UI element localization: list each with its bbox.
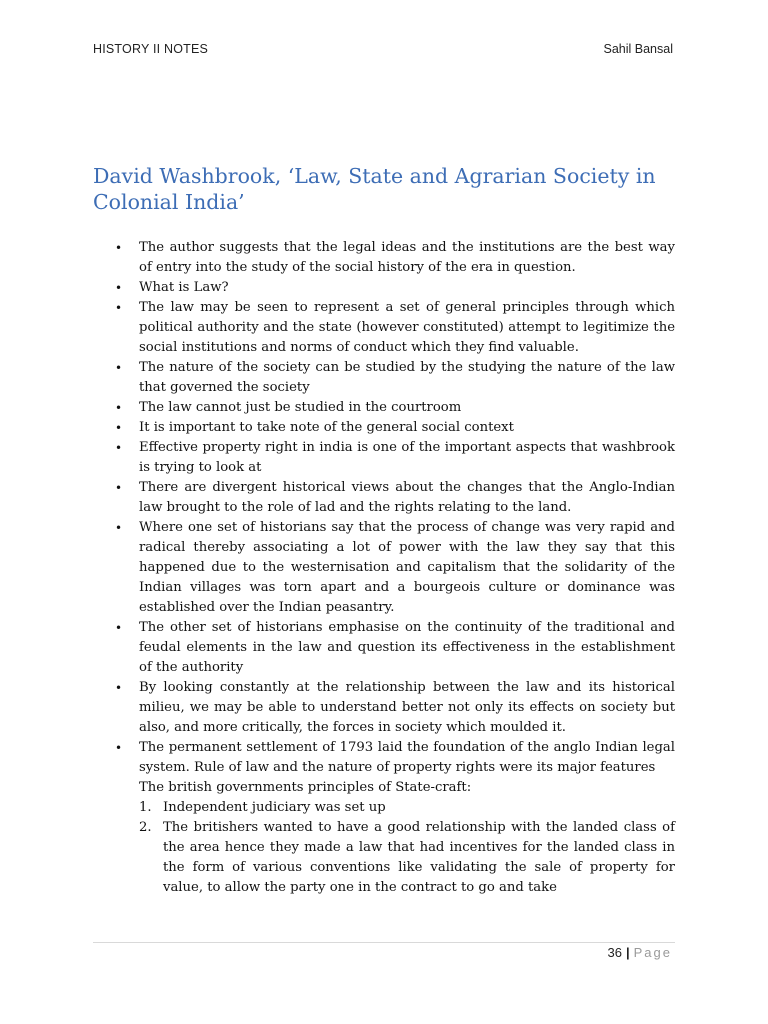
bullet-item: • What is Law? [113, 278, 675, 298]
bullet-item: • The other set of historians emphasise on the continuity of the traditional and feudal elements in the law and question its effectiveness in the establishment of the authority [115, 620, 675, 675]
bullet-item: • The nature of the society can be studied by the studying the nature of the law that governed the society [115, 360, 675, 395]
page-header [93, 42, 673, 56]
bullet-item: • Effective property right in india is one of the important aspects that washbrook is trying to look at [115, 440, 675, 475]
bullet-item: • There are divergent historical views about the changes that the Anglo-Indian law brought to the role of lad and the rights relating to the land. [115, 480, 675, 515]
bullet-icon: • [115, 281, 123, 295]
bullet-item: • It is important to take note of the general social context [113, 418, 675, 438]
document-body [113, 238, 675, 898]
footer-separator: | [625, 945, 630, 960]
bullet-icon: • [115, 301, 123, 315]
bullet-item: • The law may be seen to represent a set of general principles through which political authority and the state (however constituted) attempt to legitimize the social institutions and norms of conduct which they find valuable. [115, 300, 675, 355]
bullet-icon: • [115, 361, 123, 375]
bullet-item: • The law cannot just be studied in the courtroom [113, 398, 675, 418]
document-title [93, 163, 683, 215]
item-number: 2. [139, 820, 152, 835]
principles-heading: The british governments principles of State-craft: [139, 780, 472, 795]
numbered-item: 1. Independent judiciary was set up [113, 798, 675, 818]
bullet-item: • The author suggests that the legal ideas and the institutions are the best way of entry into the study of the social history of the era in question. [115, 240, 675, 275]
bullet-icon: • [115, 401, 123, 415]
page-label: Page [633, 945, 672, 960]
bullet-item: • By looking constantly at the relationship between the law and its historical milieu, we may be able to understand better not only its effects on society but also, and more critically, the forces in society which moulded it. [115, 680, 675, 735]
bullet-icon: • [115, 481, 123, 495]
bullet-icon: • [115, 681, 123, 695]
bullet-icon: • [115, 621, 123, 635]
item-number: 1. [139, 800, 152, 815]
bullet-icon: • [115, 521, 123, 535]
bullet-icon: • [115, 421, 123, 435]
header-author: Sahil Bansal [603, 42, 673, 56]
title-line-1: David Washbrook, ‘Law, State and Agrarian Society in [93, 164, 656, 188]
header-course-title: HISTORY II NOTES [93, 42, 209, 56]
bullet-icon: • [115, 441, 123, 455]
numbered-item: 2. The britishers wanted to have a good relationship with the landed class of the area hence they made a law that had incentives for the landed class in the form of various conventions like validating the sale of property for value, to allow the party one in the contract to go and take [139, 820, 675, 895]
footer-divider [93, 942, 675, 943]
numbered-list [113, 798, 675, 898]
page-footer [608, 945, 672, 960]
bullet-list [113, 238, 675, 778]
bullet-icon: • [115, 741, 123, 755]
title-line-2: Colonial India’ [93, 190, 245, 214]
bullet-item: • Where one set of historians say that the process of change was very rapid and radical thereby associating a lot of power with the law they say that this happened due to the westernisation and capitalism that the solidarity of the Indian villages was torn apart and a bourgeois culture or dominance was established over the Indian peasantry. [115, 520, 675, 615]
bullet-item: • The permanent settlement of 1793 laid the foundation of the anglo Indian legal system. Rule of law and the nature of property rights were its major features [115, 740, 675, 775]
bullet-icon: • [115, 241, 123, 255]
page-number: 36 [607, 945, 622, 960]
